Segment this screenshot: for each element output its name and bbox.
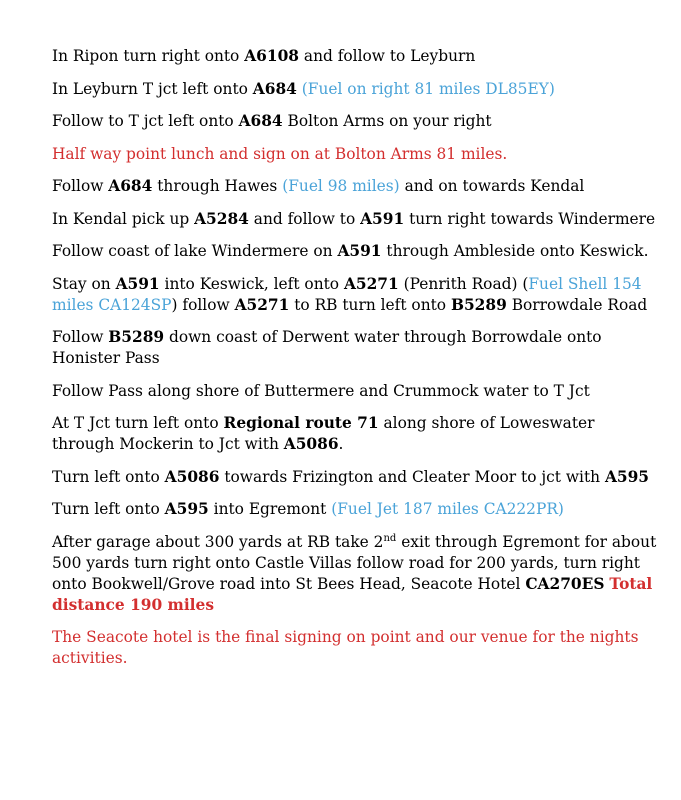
final-note: The Seacote hotel is the final signing on point and our venue for the nights activities. [52,628,639,667]
step-text: After garage about 300 yards at RB take 2 [52,532,384,551]
step-text: (Penrith Road) ( [398,274,529,293]
step-text: . [338,435,344,453]
total-distance: Total distance 190 miles [52,574,653,614]
step-text: Follow to T jct left onto [52,112,239,130]
step-text: Borrowdale Road [506,295,648,314]
step-6 [52,209,657,230]
step-11 [52,413,657,455]
postcode: CA270ES [525,574,605,593]
road-number: A591 [115,274,160,293]
step-text: ) follow [171,295,235,314]
step-text: Turn left onto [52,467,165,486]
step-12 [52,467,657,488]
step-text: exit through Egremont for about 500 yards turn right onto Castle Villas follow road for 200 yards, turn right onto Bookwell/Grove road into St Bees Head, Seacote Hotel [52,532,657,593]
halfway-note: Half way point lunch and sign on at Bolton Arms 81 miles. [52,144,508,163]
route-name: Regional route 71 [223,414,379,432]
fuel-note: (Fuel on right 81 miles DL85EY) [301,79,555,98]
route-directions [52,46,657,681]
road-number: A5284 [194,209,249,228]
step-text: through Ambleside onto Keswick. [381,242,649,260]
step-text: along shore of Loweswater through Mockerin to Jct with [52,414,595,453]
step-text: and follow to Leyburn [299,47,476,65]
step-text: towards Frizington and Cleater Moor to jct with [219,467,605,486]
ordinal-suffix: nd [383,532,397,544]
step-text: Follow coast of lake Windermere on [52,242,338,260]
step-text: Bolton Arms on your right [282,112,492,130]
step-text: Stay on [52,274,116,293]
step-10 [52,381,657,402]
road-number: A595 [164,500,209,518]
fuel-note: Fuel Shell 154 miles CA124SP [52,274,642,314]
step-text: At T Jct turn left onto [52,414,224,432]
road-number: A595 [604,467,650,486]
step-text: Turn left onto [52,500,165,518]
step-text: down coast of Derwent water through Borrowdale onto Honister Pass [52,328,602,367]
road-number: A684 [238,112,283,130]
road-number: A5271 [234,295,290,314]
road-number: A6108 [244,47,299,65]
step-8 [52,274,657,316]
step-text: In Ripon turn right onto [52,47,245,65]
road-number: A5086 [283,435,339,453]
road-number: A591 [337,242,382,260]
step-7 [52,241,657,262]
step-text: In Leyburn T jct left onto [52,79,253,98]
step-text: In Kendal pick up [52,209,195,228]
step-13 [52,499,657,520]
step-text: into Egremont [208,500,332,518]
step-3 [52,111,657,132]
step-text: turn right towards Windermere [404,209,656,228]
step-1 [52,46,657,67]
road-number: B5289 [108,328,165,346]
fuel-note: (Fuel 98 miles) [282,177,400,195]
step-4 [52,144,657,165]
step-text: and on towards Kendal [399,177,585,195]
step-2 [52,79,657,100]
step-5 [52,176,657,197]
step-text: Follow [52,177,109,195]
road-number: A5086 [164,467,220,486]
road-number: A591 [360,209,405,228]
step-text: to RB turn left onto [289,295,451,314]
road-number: A684 [108,177,153,195]
step-text: Follow Pass along shore of Buttermere and Crummock water to T Jct [52,381,590,400]
fuel-note: (Fuel Jet 187 miles CA222PR) [331,500,564,518]
step-text: through Hawes [152,177,283,195]
step-15 [52,627,657,669]
step-text: and follow to [248,209,361,228]
road-number: A5271 [343,274,399,293]
step-text: Follow [52,328,109,346]
road-number: A684 [252,79,297,98]
step-text: into Keswick, left onto [159,274,344,293]
step-14 [52,532,657,616]
road-number: B5289 [450,295,507,314]
step-9 [52,327,657,369]
